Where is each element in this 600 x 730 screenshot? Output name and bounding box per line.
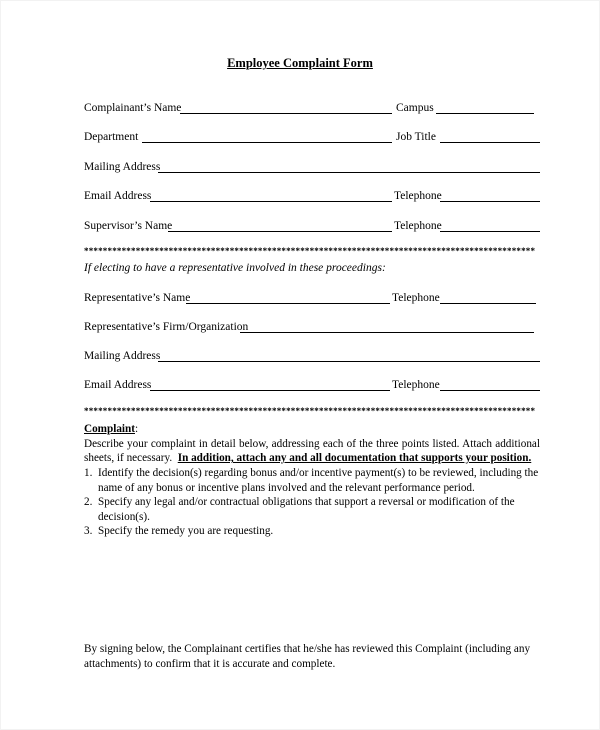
representative-firm-label: Representative’s Firm/Organization (84, 321, 249, 333)
signature-certification: By signing below, the Complainant certifies that he/she has reviewed this Complaint (including any attachments) to confirm that it is accurate and complete. (84, 643, 531, 670)
list-item-text: Specify the remedy you are requesting. (98, 525, 274, 537)
representative-name-label: Representative’s Name (84, 292, 191, 304)
representative-mailing-label: Mailing Address (84, 350, 161, 362)
list-item (84, 466, 540, 495)
complainant-name-field[interactable] (180, 113, 392, 114)
complaint-points-list (84, 466, 540, 539)
list-item-text: Specify any legal and/or contractual obligations that support a reversal or modification of the decision(s). (98, 496, 515, 523)
form-title: Employee Complaint Form (227, 56, 373, 70)
representative-telephone-field[interactable] (440, 303, 536, 304)
complaint-intro: Describe your complaint in detail below, addressing each of the three points listed. Attach additional sheets, if necessary. (84, 437, 540, 464)
email-field[interactable] (150, 201, 392, 202)
representative-email-row (84, 377, 544, 393)
representative-note: If electing to have a representative involved in these proceedings: (84, 262, 386, 274)
representative-name-row (84, 290, 544, 306)
representative-mailing-row (84, 348, 544, 364)
supervisor-telephone-field[interactable] (440, 231, 540, 232)
complaint-intro-paragraph (84, 437, 540, 466)
representative-email-telephone-label: Telephone (392, 379, 440, 391)
department-row (84, 129, 544, 145)
complaint-heading-colon: : (134, 423, 139, 435)
job-title-label: Job Title (396, 131, 436, 143)
supervisor-name-field[interactable] (168, 231, 392, 232)
campus-field[interactable] (436, 113, 534, 114)
complaint-section (84, 422, 540, 466)
mailing-address-label: Mailing Address (84, 161, 161, 173)
supervisor-telephone-label: Telephone (394, 220, 442, 232)
supervisor-row (84, 218, 544, 234)
representative-firm-field[interactable] (240, 332, 534, 333)
complaint-heading: Complaint (84, 423, 135, 435)
separator-1: ************************************************************************************************ (84, 246, 536, 256)
email-row (84, 188, 544, 204)
telephone-field[interactable] (440, 201, 540, 202)
mailing-address-row (84, 159, 544, 175)
representative-firm-row (84, 319, 544, 335)
complaint-heading-line (84, 422, 540, 437)
complaint-emphasis: In addition, attach any and all documentation that supports your position. (177, 452, 532, 464)
representative-email-label: Email Address (84, 379, 152, 391)
list-item-number: 3. (84, 525, 93, 537)
representative-mailing-field[interactable] (158, 361, 540, 362)
list-item (84, 524, 540, 539)
representative-email-field[interactable] (150, 390, 390, 391)
representative-email-telephone-field[interactable] (440, 390, 540, 391)
job-title-field[interactable] (440, 142, 540, 143)
campus-label: Campus (396, 102, 434, 114)
list-item (84, 495, 540, 524)
telephone-label: Telephone (394, 190, 442, 202)
list-item-number: 2. (84, 496, 93, 508)
email-label: Email Address (84, 190, 152, 202)
representative-telephone-label: Telephone (392, 292, 440, 304)
department-label: Department (84, 131, 139, 143)
department-field[interactable] (142, 142, 392, 143)
list-item-text: Identify the decision(s) regarding bonus and/or incentive payment(s) to be reviewed, including the name of any bonus or incentive plans involved and the relevant performance period. (98, 467, 539, 494)
supervisor-name-label: Supervisor’s Name (84, 220, 173, 232)
list-item-number: 1. (84, 467, 93, 479)
representative-name-field[interactable] (186, 303, 390, 304)
complainant-name-row (84, 100, 544, 116)
complainant-name-label: Complainant’s Name (84, 102, 182, 114)
separator-2: ************************************************************************************************ (84, 406, 536, 416)
mailing-address-field[interactable] (158, 172, 540, 173)
